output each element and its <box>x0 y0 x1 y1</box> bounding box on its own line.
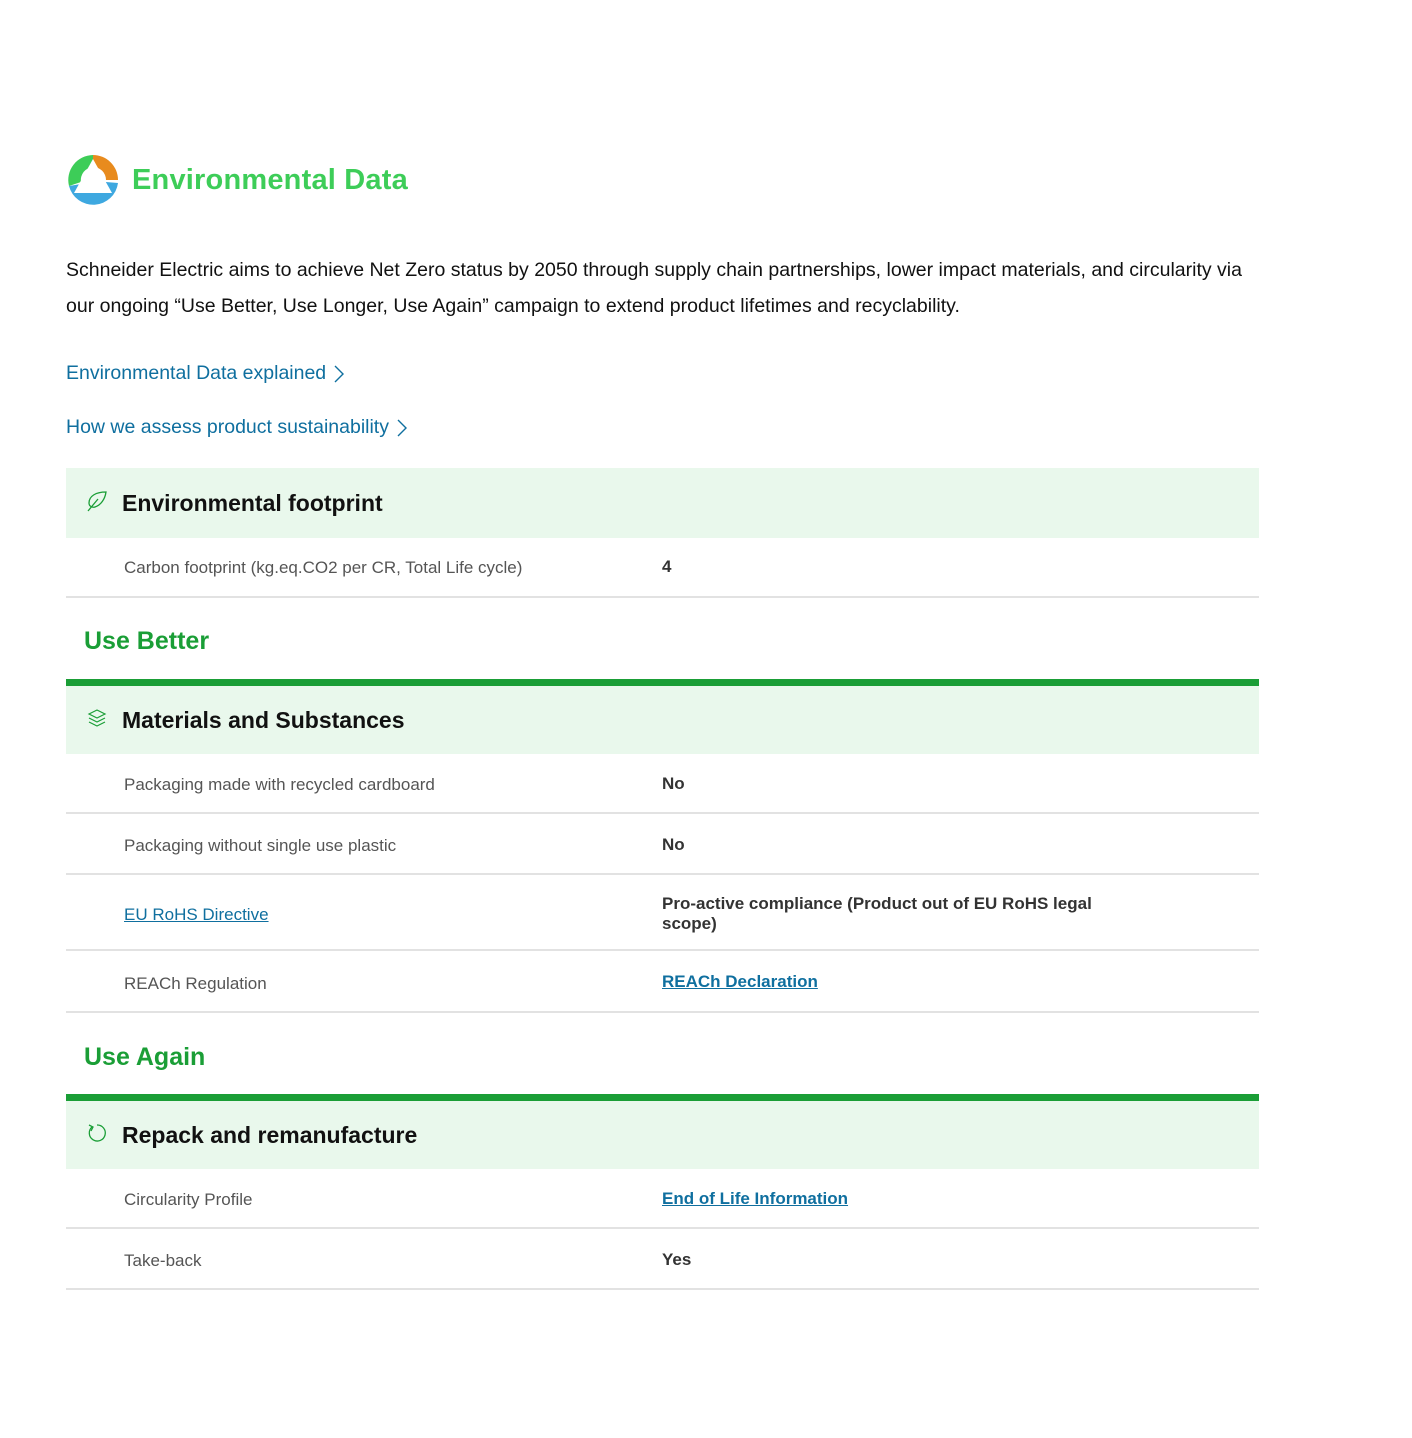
table-row <box>66 1229 1259 1290</box>
row-label: Packaging made with recycled cardboard <box>124 775 435 794</box>
assess-sustainability-label: How we assess product sustainability <box>66 416 389 438</box>
leaf-icon <box>86 490 108 512</box>
row-value: Pro-active compliance (Product out of EU RoHS legal scope) <box>662 894 1092 933</box>
row-value: No <box>662 835 685 854</box>
use-better-heading: Use Better <box>84 627 210 655</box>
layers-icon <box>86 707 108 729</box>
divider <box>66 679 1259 686</box>
table-row <box>66 814 1259 875</box>
reach-declaration-link[interactable]: REACh Declaration <box>662 972 818 991</box>
title-row <box>66 152 408 208</box>
repack-remanufacture-title: Repack and remanufacture <box>122 1121 418 1148</box>
row-value: Yes <box>662 1250 692 1269</box>
use-again-heading: Use Again <box>84 1043 206 1071</box>
divider <box>66 1094 1259 1101</box>
row-label: Carbon footprint (kg.eq.CO2 per CR, Total Life cycle) <box>124 558 523 577</box>
environmental-data-explained-label: Environmental Data explained <box>66 362 327 384</box>
table-row <box>66 538 1259 598</box>
row-value: 4 <box>662 557 672 576</box>
table-row <box>66 1169 1259 1229</box>
table-row <box>66 875 1259 951</box>
materials-substances-title: Materials and Substances <box>122 706 405 733</box>
environmental-footprint-title: Environmental footprint <box>122 489 383 516</box>
environmental-data-explained-link[interactable] <box>66 362 344 385</box>
repack-remanufacture-header <box>66 1101 1259 1169</box>
row-label: Take-back <box>124 1251 202 1270</box>
table-row <box>66 754 1259 814</box>
row-label: Circularity Profile <box>124 1190 253 1209</box>
environmental-footprint-header <box>66 468 1259 538</box>
row-value: No <box>662 774 685 793</box>
row-label: Packaging without single use plastic <box>124 836 397 855</box>
refresh-icon <box>86 1122 108 1144</box>
eu-rohs-directive-link[interactable]: EU RoHS Directive <box>124 905 269 924</box>
page-title: Environmental Data <box>132 163 408 196</box>
assess-sustainability-link[interactable] <box>66 416 407 439</box>
intro-paragraph: Schneider Electric aims to achieve Net Zero status by 2050 through supply chain partnerships, lower impact materials, and circularity via our ongoing “Use Better, Use Longer, Use Again” campaign to extend product lifetimes and recyclability. <box>66 259 1242 317</box>
chevron-right-icon <box>397 419 407 437</box>
chevron-right-icon <box>334 365 344 383</box>
environmental-logo-icon <box>66 153 120 207</box>
end-of-life-information-link[interactable]: End of Life Information <box>662 1189 849 1208</box>
table-row <box>66 951 1259 1013</box>
row-label: REACh Regulation <box>124 974 267 993</box>
materials-substances-header <box>66 686 1259 754</box>
